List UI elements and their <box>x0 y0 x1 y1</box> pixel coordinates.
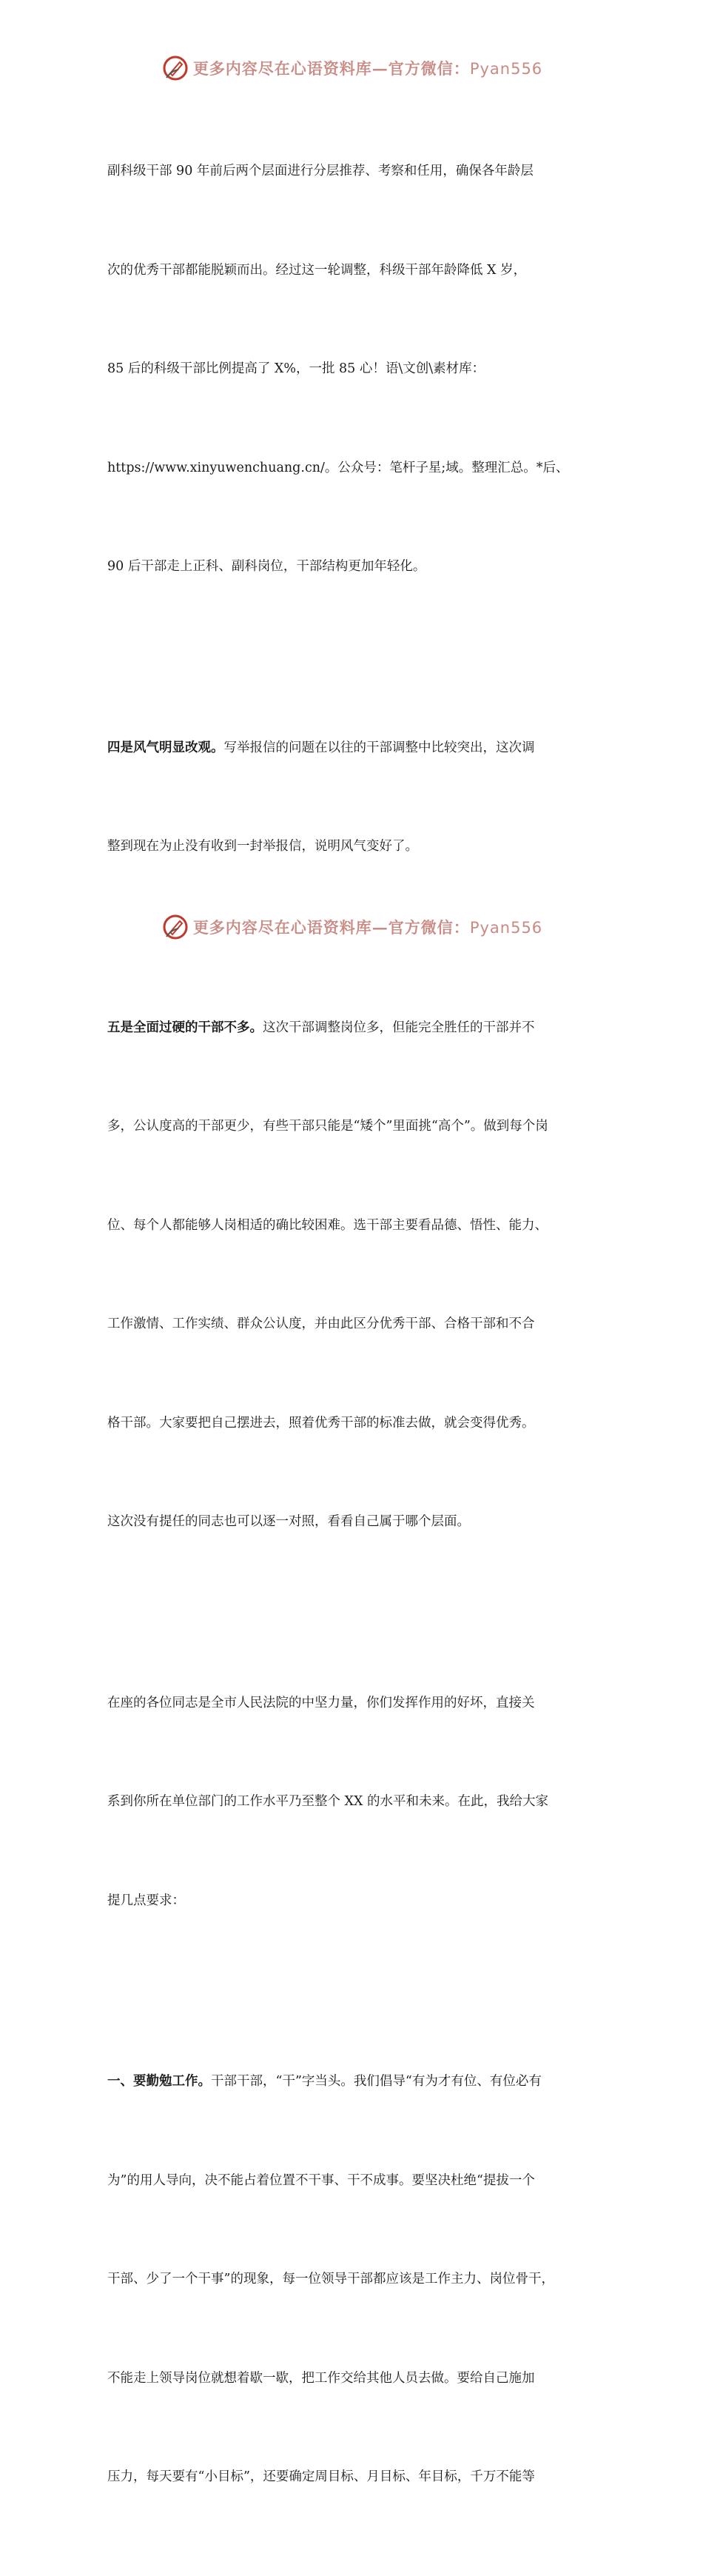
footer-wechat-id: Pyan556 <box>469 919 543 937</box>
footer-banner <box>0 912 703 942</box>
paragraph-lead: 四是风气明显改观。 <box>107 740 224 755</box>
paragraph-lead: 五是全面过硬的干部不多。 <box>107 1020 263 1035</box>
header-wechat-id: Pyan556 <box>469 60 543 78</box>
paragraph-1: 副科级干部 90 年前后两个层面进行分层推荐、考察和任用，确保各年龄层 次的优秀干部都能脱颖而出。经过这一轮调整，科级干部年龄降低 X 岁， 85 后的科级干部比例提高了 X%，一批 85 心！语\文创\素材库： https://www.xinyuwenchuang.cn/。公众号：笔杆子星;域。整理汇总。*后、 90 后干部走上正科、副科岗位，干部结构更加年轻化。 <box>107 164 569 574</box>
paragraph-5: 一、要勤勉工作。干部干部，“干”字当头。我们倡导“有为才有位、有位必有 为”的用人导向，决不能占着位置不干事、干不成事。要坚决杜绝“提拔一个 干部、少了一个干事”的现象，每一位领导干部都应该是工作主力、岗位骨干， 不能走上领导岗位就想着歇一歇，把工作交给其他人员去做。要给自己施加 压力，每天要有“小目标”，还要确定周目标、月目标、年目标，千万不能等 <box>107 2074 554 2484</box>
pen-logo-icon <box>161 53 190 83</box>
paragraph-4: 在座的各位同志是全市人民法院的中坚力量，你们发挥作用的好坏，直接关 系到你所在单位部门的工作水平乃至整个 XX 的水平和未来。在此，我给大家 提几点要求： <box>107 1695 549 1908</box>
paragraph-lead: 一、要勤勉工作。 <box>107 2074 211 2089</box>
footer-banner-text: 更多内容尽在心语资料库—官方微信：Pyan556 <box>192 918 543 937</box>
header-banner-text: 更多内容尽在心语资料库—官方微信：Pyan556 <box>192 59 543 78</box>
paragraph-2: 四是风气明显改观。写举报信的问题在以往的干部调整中比较突出，这次调 整到现在为止没有收到一封举报信，说明风气变好了。 <box>107 740 535 854</box>
pen-logo-icon <box>161 912 190 942</box>
header-banner <box>0 53 703 83</box>
paragraph-3: 五是全面过硬的干部不多。这次干部调整岗位多，但能完全胜任的干部并不 多，公认度高的干部更少，有些干部只能是“矮个”里面挑“高个”。做到每个岗 位、每个人都能够人岗相适的确比较困难。选干部主要看品德、悟性、能力、 工作激情、工作实绩、群众公认度，并由此区分优秀干部、合格干部和不合 格干部。大家要把自己摆进去，照着优秀干部的标准去做，就会变得优秀。 这次没有提任的同志也可以逐一对照，看看自己属于哪个层面。 <box>107 1020 548 1529</box>
document-body <box>107 89 610 2576</box>
